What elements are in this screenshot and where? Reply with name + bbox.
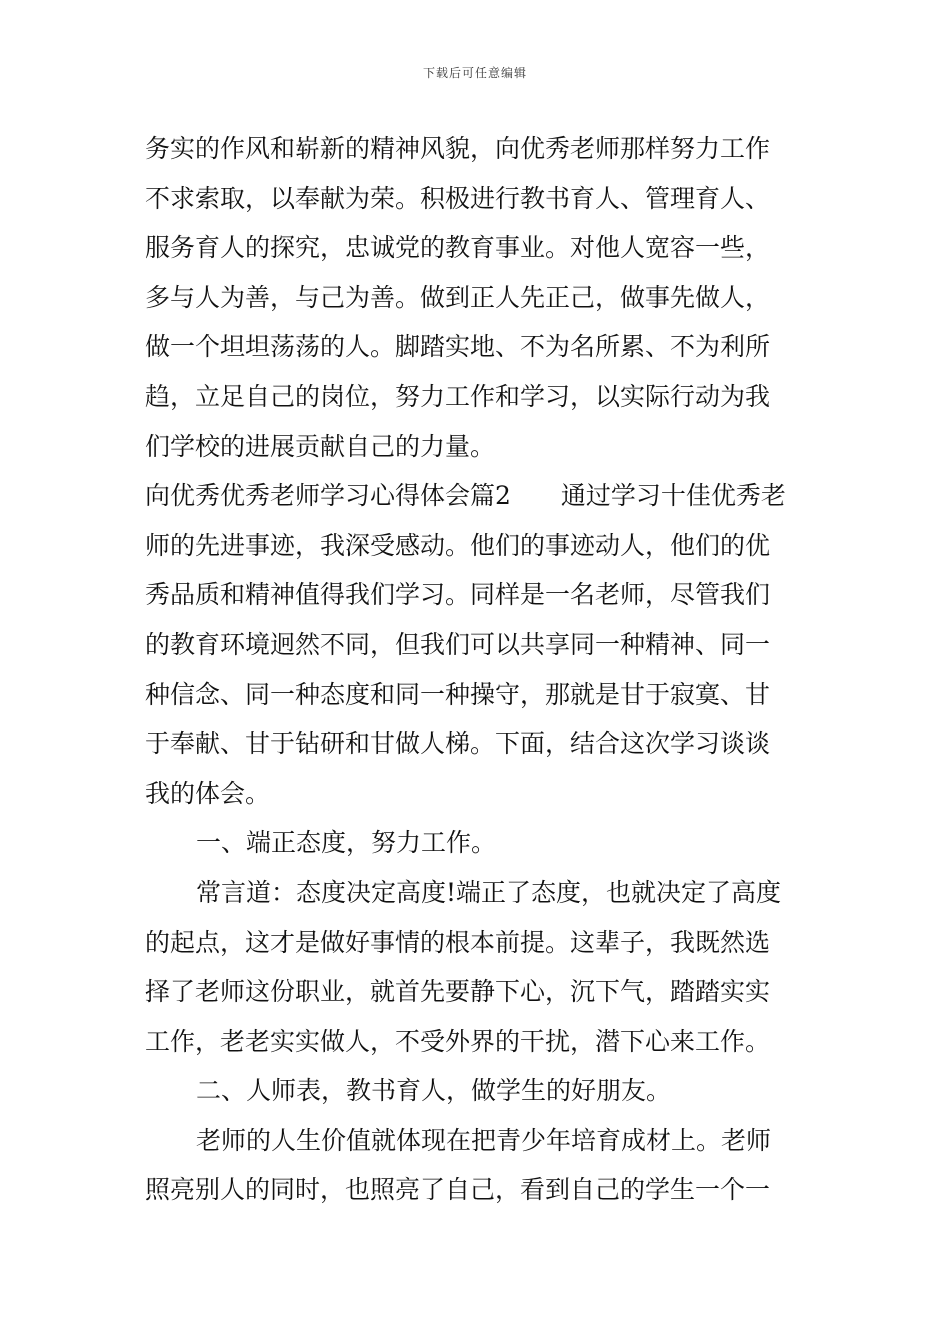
text-line: 常言道：态度决定高度!端正了态度，也就决定了高度 <box>196 877 782 907</box>
text-line: 择了老师这份职业，就首先要静下心，沉下气，踏踏实实 <box>145 977 771 1007</box>
text-line: 不求索取，以奉献为荣。积极进行教书育人、管理育人、 <box>145 183 771 213</box>
text-line: 秀品质和精神值得我们学习。同样是一名老师，尽管我们 <box>145 580 771 610</box>
text-line: 老师的人生价值就体现在把青少年培育成材上。老师 <box>196 1125 772 1155</box>
text-line: 我的体会。 <box>145 778 271 808</box>
text-line: 师的先进事迹，我深受感动。他们的事迹动人，他们的优 <box>145 530 771 560</box>
subheading-one: 一、端正态度，努力工作。 <box>196 828 497 858</box>
text-line: 做一个坦坦荡荡的人。脚踏实地、不为名所累、不为利所 <box>145 332 771 362</box>
text-line: 服务育人的探究，忠诚党的教育事业。对他人宽容一些， <box>145 233 771 263</box>
text-line: 的起点，这才是做好事情的根本前提。这辈子，我既然选 <box>145 927 771 957</box>
section-title-line: 向优秀优秀老师学习心得体会篇2 通过学习十佳优秀老 <box>145 481 786 511</box>
text-line: 趋，立足自己的岗位，努力工作和学习，以实际行动为我 <box>145 381 771 411</box>
text-line: 的教育环境迥然不同，但我们可以共享同一种精神、同一 <box>145 629 771 659</box>
text-line: 务实的作风和崭新的精神风貌，向优秀老师那样努力工作 <box>145 134 771 163</box>
page-header-note: 下载后可任意编辑 <box>422 66 527 80</box>
document-body <box>145 124 810 1215</box>
text-line: 于奉献、甘于钻研和甘做人梯。下面，结合这次学习谈谈 <box>145 729 771 759</box>
text-line: 种信念、同一种态度和同一种操守，那就是甘于寂寞、甘 <box>145 679 771 709</box>
text-line: 多与人为善，与己为善。做到正人先正己，做事先做人， <box>145 282 771 312</box>
subheading-two: 二、人师表，教书育人，做学生的好朋友。 <box>196 1076 672 1106</box>
text-line: 工作，老老实实做人，不受外界的干扰，潜下心来工作。 <box>145 1026 771 1056</box>
text-line: 们学校的进展贡献自己的力量。 <box>145 431 496 461</box>
text-line: 照亮别人的同时，也照亮了自己，看到自己的学生一个一 <box>145 1175 771 1205</box>
